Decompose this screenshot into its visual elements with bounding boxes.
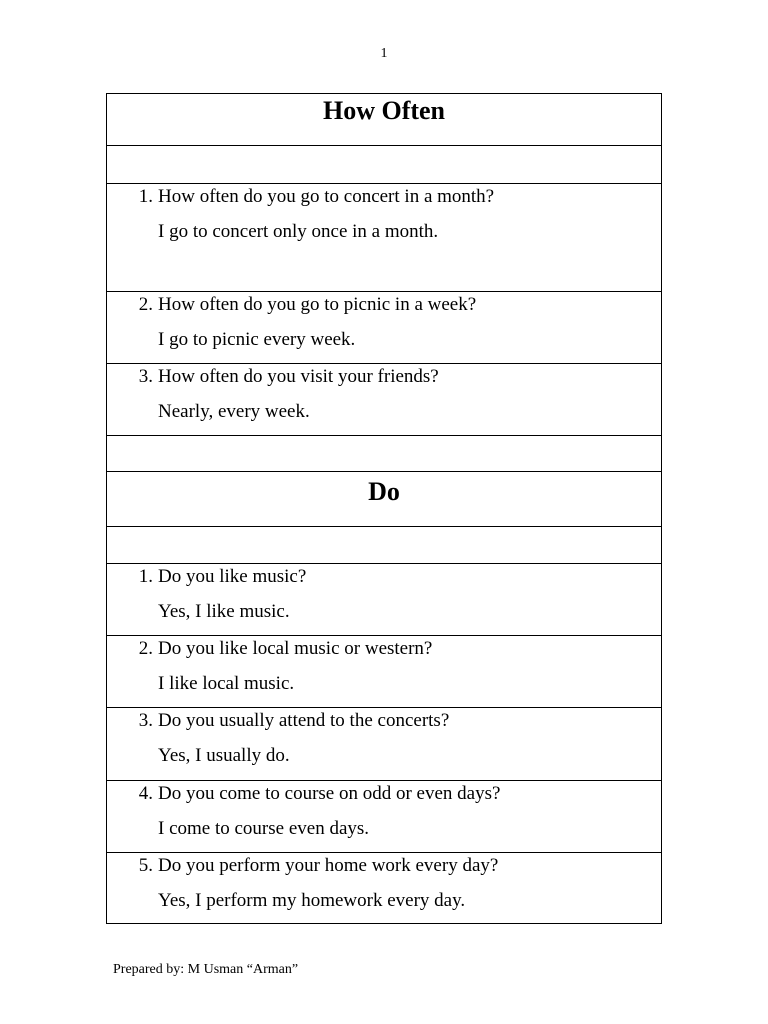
answer-text: Yes, I like music. — [158, 601, 290, 622]
blank-row — [107, 435, 661, 471]
answer-text: I like local music. — [158, 673, 295, 694]
section-heading-row — [107, 471, 661, 526]
item-number: 3. — [138, 710, 153, 731]
item-number: 1. — [138, 566, 153, 587]
answer-text: Yes, I perform my homework every day. — [158, 890, 466, 911]
item-number: 1. — [138, 186, 153, 207]
qa-row — [107, 780, 661, 852]
page-number: 1 — [380, 46, 388, 61]
qa-row — [107, 707, 661, 780]
question-text: How often do you go to picnic in a week? — [158, 294, 477, 315]
section-heading-row — [107, 94, 661, 146]
qa-row — [107, 363, 661, 435]
item-number: 5. — [138, 855, 153, 876]
answer-text: I go to concert only once in a month. — [158, 221, 439, 242]
answer-text: Nearly, every week. — [158, 401, 310, 422]
qa-row — [107, 635, 661, 707]
blank-row — [107, 526, 661, 563]
answer-text: I go to picnic every week. — [158, 329, 356, 350]
section-title-do: Do — [368, 477, 400, 506]
question-text: How often do you go to concert in a month? — [158, 186, 495, 207]
blank-row — [107, 145, 661, 183]
question-text: Do you usually attend to the concerts? — [158, 710, 450, 731]
section-title-how-often: How Often — [322, 96, 446, 125]
question-text: Do you come to course on odd or even days? — [158, 783, 501, 804]
item-number: 3. — [138, 366, 153, 387]
item-number: 2. — [138, 638, 153, 659]
qa-row — [107, 291, 661, 363]
answer-text: I come to course even days. — [158, 818, 370, 839]
worksheet-table — [106, 93, 662, 924]
item-number: 2. — [138, 294, 153, 315]
answer-text: Yes, I usually do. — [158, 745, 290, 766]
qa-row — [107, 183, 661, 291]
qa-row — [107, 563, 661, 635]
question-text: How often do you visit your friends? — [158, 366, 439, 387]
qa-row — [107, 852, 661, 924]
question-text: Do you like local music or western? — [158, 638, 433, 659]
footer-credit: Prepared by: M Usman “Arman” — [113, 962, 299, 977]
item-number: 4. — [138, 783, 153, 804]
question-text: Do you perform your home work every day? — [158, 855, 499, 876]
question-text: Do you like music? — [158, 566, 307, 587]
